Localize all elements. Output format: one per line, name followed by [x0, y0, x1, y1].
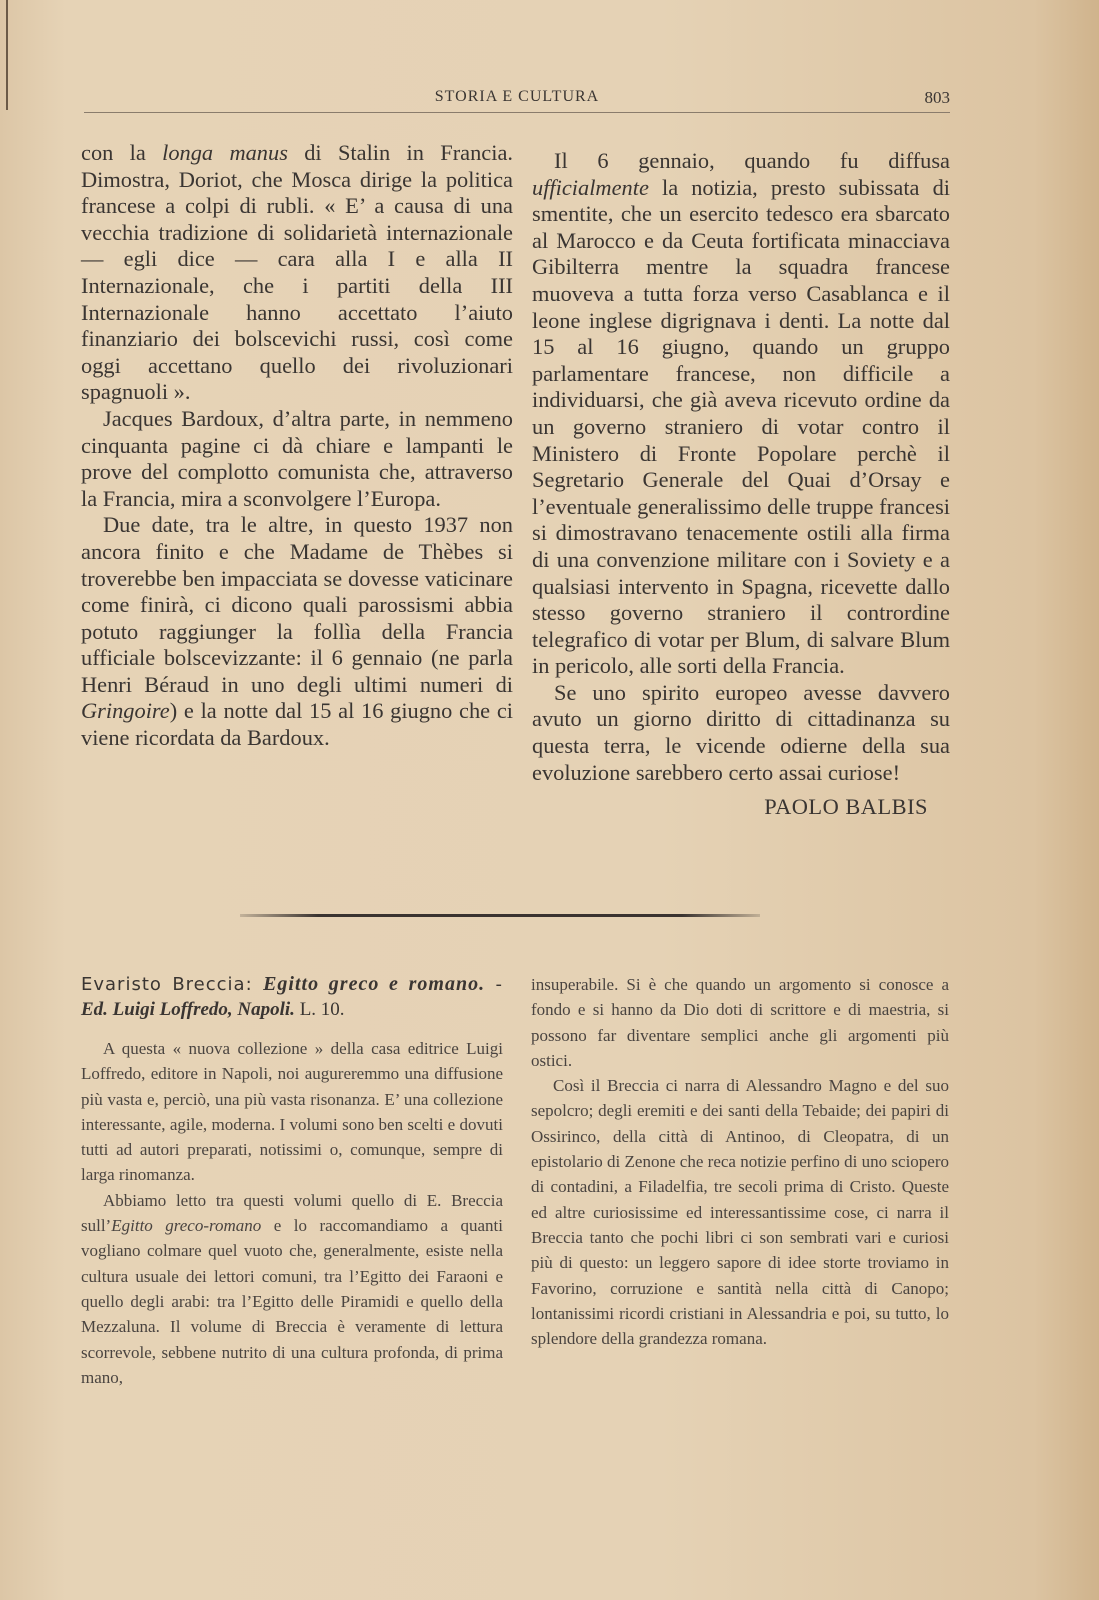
text-run: di Stalin in Francia. Dimostra, Doriot, che Mosca dirige la politica francese a colpi di rubli. « E’ a causa di una vecchia tradizione di solidarietà internazionale — egli dice — cara alla I e alla II Internazionale, che i partiti della III Internazionale hanno accettato l’aiuto finanziario dei bolscevichi russi, così come oggi accettano quello dei rivoluzionari spagnuoli ».	[81, 140, 513, 405]
running-header	[84, 84, 950, 113]
article-paragraph	[532, 148, 950, 680]
article-paragraph: Se uno spirito europeo avesse davvero avuto un giorno diritto di cittadinanza su questa terra, le vicende odierne della sua evoluzione sarebbero certo assai curiose!	[532, 679, 950, 785]
review-paragraph: Così il Breccia ci narra di Alessandro Magno e del suo sepolcro; degli eremiti e dei santi della Tebaide; dei papiri di Ossirinco, della città di Antinoo, di Cleopatra, di un epistolario di Zenone che reca notizie perfino di uno sciopero di contadini, a Filadelfia, tre secoli prima di Cristo. Queste ed altre curiosissime ed interessantissime cose, ci narra il Breccia tanto che pochi libri ci son sembrati vari e curiosi più di questo: un leggero sapore di idee storte troviamo in Favorino, corruzione e santità nella città di Canopo; lontanissimi ricordi cristiani in Alessandria e poi, su tutto, lo splendore della grandezza romana.	[531, 1076, 949, 1349]
article-paragraph	[81, 140, 513, 406]
article-paragraph	[81, 512, 513, 751]
italic-text: Gringoire	[81, 698, 170, 724]
author-signature: PAOLO BALBIS	[764, 794, 928, 820]
article-left-column	[81, 140, 513, 752]
italic-text: longa manus	[162, 140, 288, 165]
review-publisher: Ed. Luigi Loffredo, Napoli.	[81, 999, 295, 1020]
text-run: ) e la notte dal 15 al 16 giugno che ci viene ricordata da Bardoux.	[81, 698, 513, 751]
review-heading-separator: -	[485, 974, 503, 995]
article-right-column	[532, 148, 950, 821]
italic-text: Egitto greco-romano	[111, 1216, 262, 1236]
review-paragraph	[81, 1188, 503, 1390]
text-run: Abbiamo letto tra questi volumi quello di E. Breccia sull’	[81, 1190, 503, 1236]
review-left-column	[81, 972, 503, 1390]
review-heading	[81, 972, 503, 1022]
text-run: con la	[81, 140, 163, 165]
text-run: la notizia, presto subissata di smentite, che un esercito tedesco era sbarcato al Marocco e da Ceuta fortificata minacciava Gibilterra mentre la squadra francese muoveva a tutta forza verso Casablanca e il leone inglese digrignava i denti. La notte dal 15 al 16 giugno, quando un gruppo parlamentare francese, non difficile a individuarsi, che già aveva ricevuto ordine da un governo straniero di votar contro il Ministero di Fronte Popolare perchè il Segretario Generale del Quai d’Orsay e l’eventuale generalissimo delle truppe francesi si dimostravano tenacemente ostili alla firma di una convenzione militare con i Soviety e a qualsiasi intervento in Spagna, ricevette dallo stesso governo straniero il contrordine telegrafico di votar per Blum, di salvare Blum in pericolo, alle sorti della Francia.	[532, 174, 950, 679]
text-run: e lo raccomandiamo a quanti vogliano colmare quel vuoto che, generalmente, esiste nella cultura usuale dei lettori comuni, tra l’Egitto dei Faraoni e quello degli arabi: tra l’Egitto delle Piramidi e quello della Mezzaluna. Il volume di Breccia è veramente di lettura scorrevole, sebbene nutrito di una cultura profonda, di prima mano,	[81, 1216, 503, 1387]
text-run: Due date, tra le altre, in questo 1937 non ancora finito e che Madame de Thèbes si troverebbe ben impacciata se dovesse vaticinare come finirà, ci dicono quali parossismi abbia potuto raggiunger la follìa della Francia ufficiale bolscevizzante: il 6 gennaio (ne parla Henri Béraud in uno degli ultimi numeri di	[81, 512, 513, 697]
article-paragraph: Jacques Bardoux, d’altra parte, in nemmeno cinquanta pagine ci dà chiare e lampanti le prove del complotto comunista che, attraverso la Francia, mira a sconvolgere l’Europa.	[81, 405, 513, 511]
review-author: Evaristo Breccia:	[81, 974, 264, 995]
review-right-column	[531, 972, 949, 1351]
review-price: L. 10.	[294, 999, 345, 1020]
text-run: Il 6 gennaio, quando fu diffusa	[554, 148, 950, 173]
review-paragraph: A questa « nuova collezione » della casa editrice Luigi Loffredo, editore in Napoli, noi augureremmo una diffusione più vasta e, perciò, una più vasta risonanza. E’ una collezione interessante, agile, moderna. I volumi sono ben scelti e dovuti tutti ad autori preparati, notissimi o, comunque, sempre di larga rinomanza.	[81, 1039, 503, 1185]
running-title: STORIA E CULTURA	[434, 88, 600, 105]
section-divider	[240, 914, 760, 917]
page-number: 803	[924, 88, 950, 107]
page-edge-line	[6, 0, 8, 110]
review-book-title: Egitto greco e romano.	[263, 973, 486, 995]
italic-text: ufficialmente	[532, 174, 649, 200]
review-paragraph: insuperabile. Si è che quando un argomento si conosce a fondo e si hanno da Dio doti di scrittore e di maestria, si possono far diventare semplici anche gli argomenti più ostici.	[531, 975, 949, 1070]
